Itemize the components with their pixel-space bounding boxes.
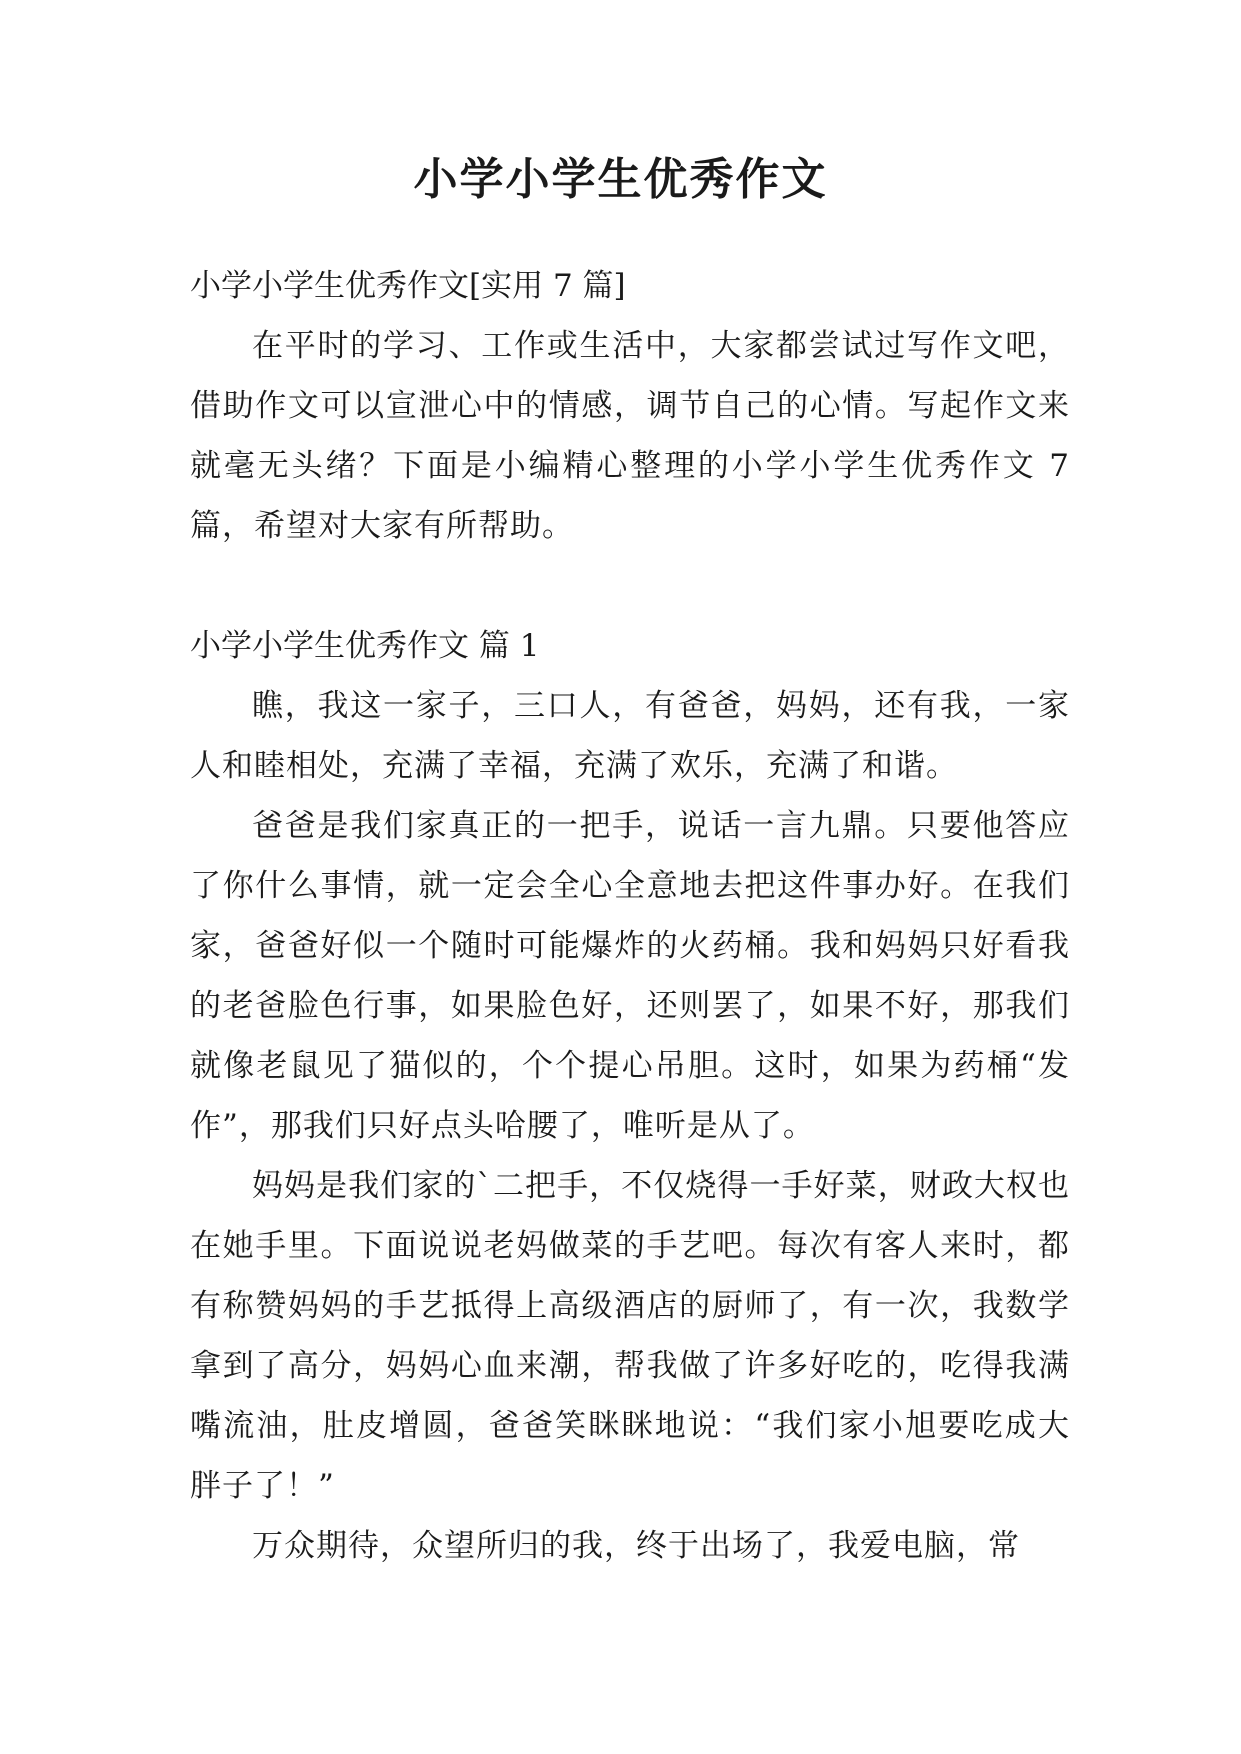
- body-paragraph: 爸爸是我们家真正的一把手，说话一言九鼎。只要他答应了你什么事情，就一定会全心全意地去把这件事办好。在我们家，爸爸好似一个随时可能爆炸的火药桶。我和妈妈只好看我的老爸脸色行事，如果脸色好，还则罢了，如果不好，那我们就像老鼠见了猫似的，个个提心吊胆。这时，如果为药桶“发作”，那我们只好点头哈腰了，唯听是从了。: [190, 808, 1070, 1144]
- document-title: 小学小学生优秀作文: [413, 154, 828, 205]
- document-subtitle: 小学小学生优秀作文[实用 7 篇]: [190, 268, 626, 304]
- body-paragraph: 万众期待，众望所归的我，终于出场了，我爱电脑，常: [252, 1528, 1020, 1564]
- intro-paragraph: 在平时的学习、工作或生活中，大家都尝试过写作文吧，借助作文可以宣泄心中的情感，调节自己的心情。写起作文来就毫无头绪？下面是小编精心整理的小学小学生优秀作文 7 篇，希望对大家有所帮助。: [190, 328, 1070, 544]
- body-paragraph: 瞧，我这一家子，三口人，有爸爸，妈妈，还有我，一家人和睦相处，充满了幸福，充满了欢乐，充满了和谐。: [190, 688, 1070, 784]
- document-body: [190, 256, 1070, 1576]
- body-paragraph: 妈妈是我们家的`二把手，不仅烧得一手好菜，财政大权也在她手里。下面说说老妈做菜的手艺吧。每次有客人来时，都有称赞妈妈的手艺抵得上高级酒店的厨师了，有一次，我数学拿到了高分，妈妈心血来潮，帮我做了许多好吃的，吃得我满嘴流油，肚皮增圆，爸爸笑眯眯地说：“我们家小旭要吃成大胖子了！”: [190, 1168, 1070, 1504]
- section-heading: 小学小学生优秀作文 篇 1: [190, 628, 540, 664]
- section-spacer: [190, 556, 1070, 616]
